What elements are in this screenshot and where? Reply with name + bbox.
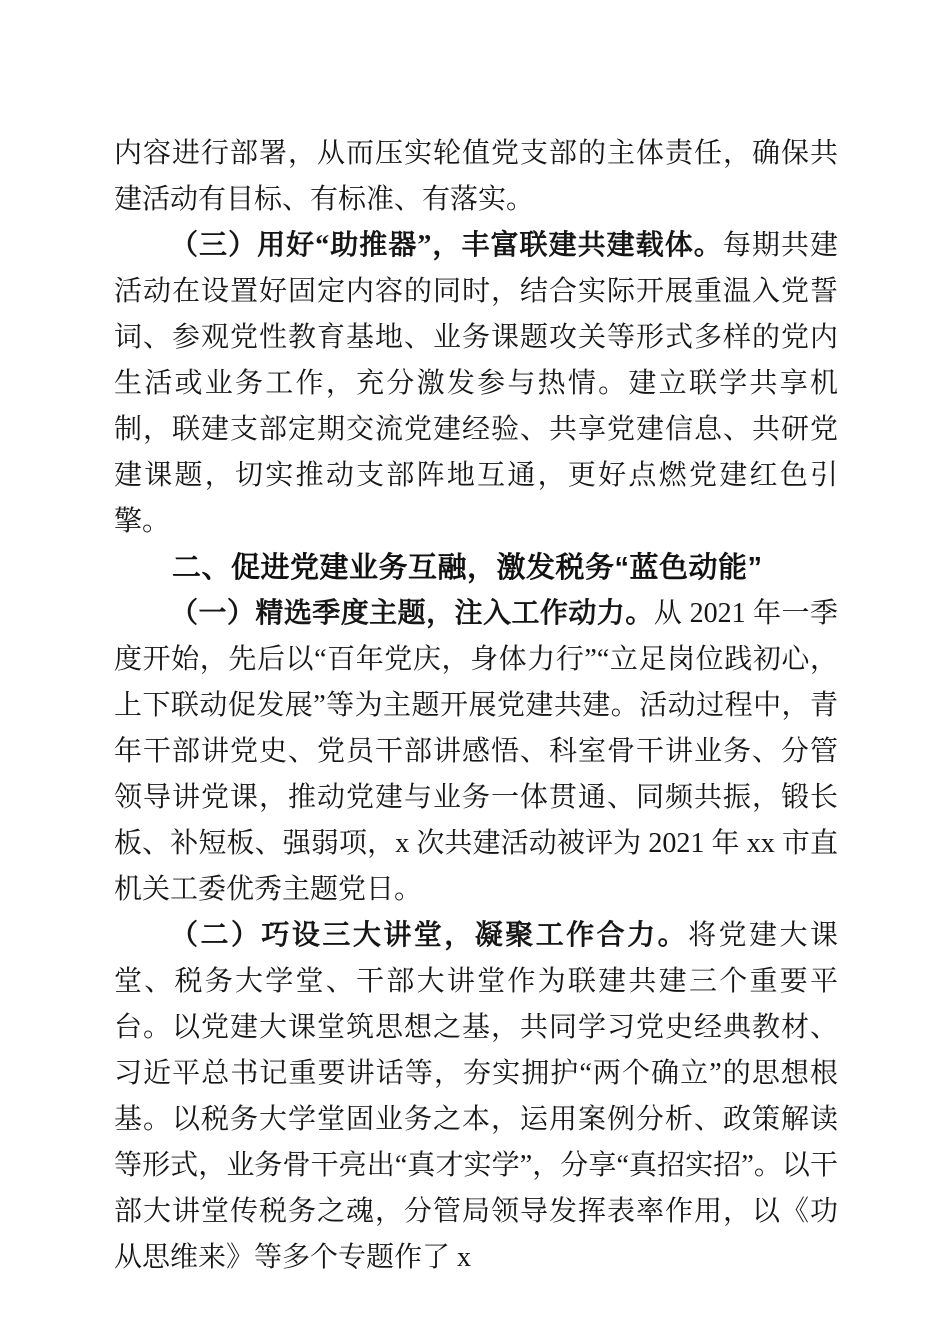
paragraph-text: 每期共建活动在设置好固定内容的同时，结合实际开展重温入党誓词、参观党性教育基地、业务课题攻关等形式多样的党内生活或业务工作，充分激发参与热情。建立联学共享机制，联建支部定期交流党建经验、共享党建信息、共研党建课题，切实推动支部阵地互通，更好点燃党建红色引擎。 xyxy=(114,230,838,537)
paragraph-item-1 xyxy=(114,591,838,913)
document-content xyxy=(114,131,838,1281)
paragraph-lead: （一）精选季度主题，注入工作动力。 xyxy=(170,598,654,629)
section-heading: 二、促进党建业务互融，激发税务“蓝色动能” xyxy=(172,552,763,584)
paragraph-text: 将党建大课堂、税务大学堂、干部大讲堂作为联建共建三个重要平台。以党建大课堂筑思想之基，共同学习党史经典教材、习近平总书记重要讲话等，夯实拥护“两个确立”的思想根基。以税务大学堂固业务之本，运用案例分析、政策解读等形式，业务骨干亮出“真才实学”，分享“真招实招”。以干部大讲堂传税务之魂，分管局领导发挥表率作用，以《功从思维来》等多个专题作了 x xyxy=(114,920,838,1273)
paragraph-lead: （二）巧设三大讲堂，凝聚工作合力。 xyxy=(170,920,689,951)
paragraph-text: 内容进行部署，从而压实轮值党支部的主体责任，确保共建活动有目标、有标准、有落实。 xyxy=(114,138,838,215)
paragraph-item-2 xyxy=(114,913,838,1281)
paragraph-text: 从 2021 年一季度开始，先后以“百年党庆，身体力行”“立足岗位践初心，上下联动促发展”等为主题开展党建共建。活动过程中，青年干部讲党史、党员干部讲感悟、科室骨干讲业务、分管领导讲党课，推动党建与业务一体贯通、同频共振，锻长板、补短板、强弱项，x 次共建活动被评为 2021 年 xx 市直机关工委优秀主题党日。 xyxy=(114,598,838,905)
paragraph-lead: （三）用好“助推器”，丰富联建共建载体。 xyxy=(170,230,723,261)
paragraph-item-3 xyxy=(114,223,838,545)
paragraph-continuation xyxy=(114,131,838,223)
